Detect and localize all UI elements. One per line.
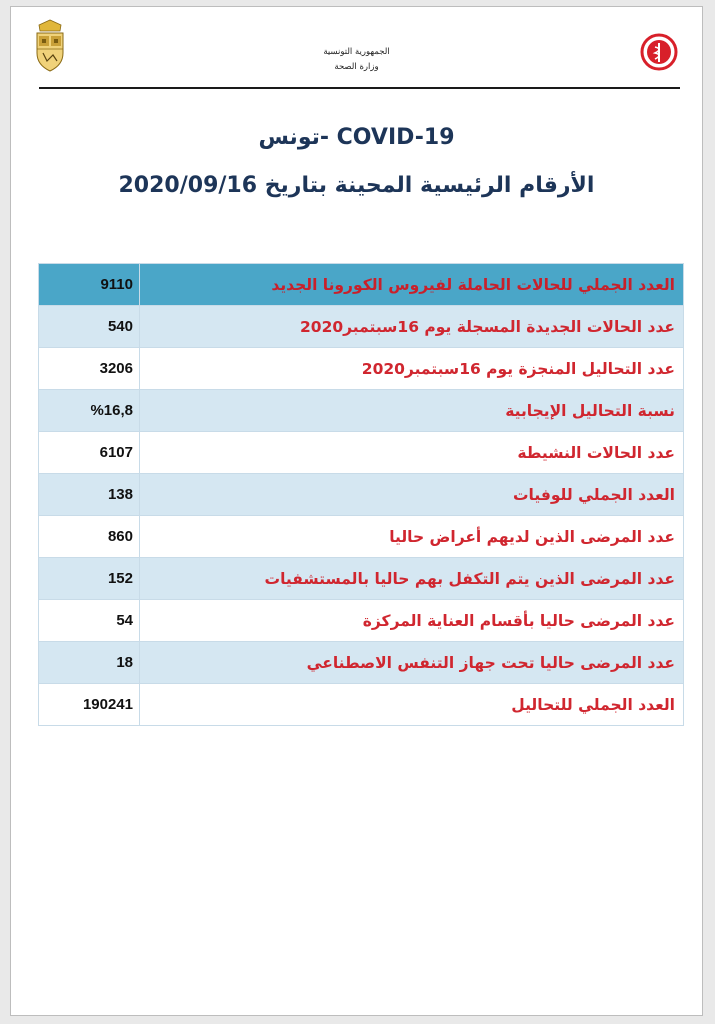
republic-name: الجمهورية التونسية: [323, 47, 390, 57]
stat-value: %16,8: [39, 390, 140, 432]
document-page: [10, 6, 703, 1016]
table-row: [39, 558, 684, 600]
stat-value: 18: [39, 642, 140, 684]
table-row: [39, 348, 684, 390]
ministry-of-health-logo-icon: [640, 33, 678, 71]
stat-value: 9110: [39, 264, 140, 306]
stat-label: عدد الحالات الجديدة المسجلة يوم 16سبتمبر2020: [140, 306, 684, 348]
table-row: [39, 390, 684, 432]
stat-label: نسبة التحاليل الإيجابية: [140, 390, 684, 432]
stat-value: 190241: [39, 684, 140, 726]
stat-label: العدد الجملي للتحاليل: [140, 684, 684, 726]
stat-value: 3206: [39, 348, 140, 390]
stat-value: 860: [39, 516, 140, 558]
stat-label: عدد المرضى حاليا بأقسام العناية المركزة: [140, 600, 684, 642]
table-row: [39, 600, 684, 642]
stat-value: 540: [39, 306, 140, 348]
table-row: [39, 474, 684, 516]
table-row: [39, 516, 684, 558]
table-row: [39, 306, 684, 348]
table-row: [39, 684, 684, 726]
stat-label: عدد المرضى حاليا تحت جهاز التنفس الاصطناعي: [140, 642, 684, 684]
stat-value: 6107: [39, 432, 140, 474]
stat-label: العدد الجملي للحالات الحاملة لفيروس الكورونا الجديد: [140, 264, 684, 306]
ministry-header: [11, 45, 702, 75]
covid-stats-table: [38, 263, 684, 726]
stat-value: 138: [39, 474, 140, 516]
table-row: [39, 432, 684, 474]
table-row: [39, 264, 684, 306]
stat-label: العدد الجملي للوفيات: [140, 474, 684, 516]
table-row: [39, 642, 684, 684]
page-title: COVID-19 -تونس: [258, 125, 455, 150]
stat-label: عدد المرضى الذين يتم التكفل بهم حاليا بالمستشفيات: [140, 558, 684, 600]
stat-value: 54: [39, 600, 140, 642]
ministry-name: وزارة الصحة: [334, 62, 379, 72]
page-subtitle: الأرقام الرئيسية المحينة بتاريخ 2020/09/16: [118, 173, 595, 198]
stat-label: عدد المرضى الذين لديهم أعراض حاليا: [140, 516, 684, 558]
header-divider: [39, 87, 680, 89]
stat-label: عدد التحاليل المنجزة يوم 16سبتمبر2020: [140, 348, 684, 390]
stat-label: عدد الحالات النشيطة: [140, 432, 684, 474]
stat-value: 152: [39, 558, 140, 600]
